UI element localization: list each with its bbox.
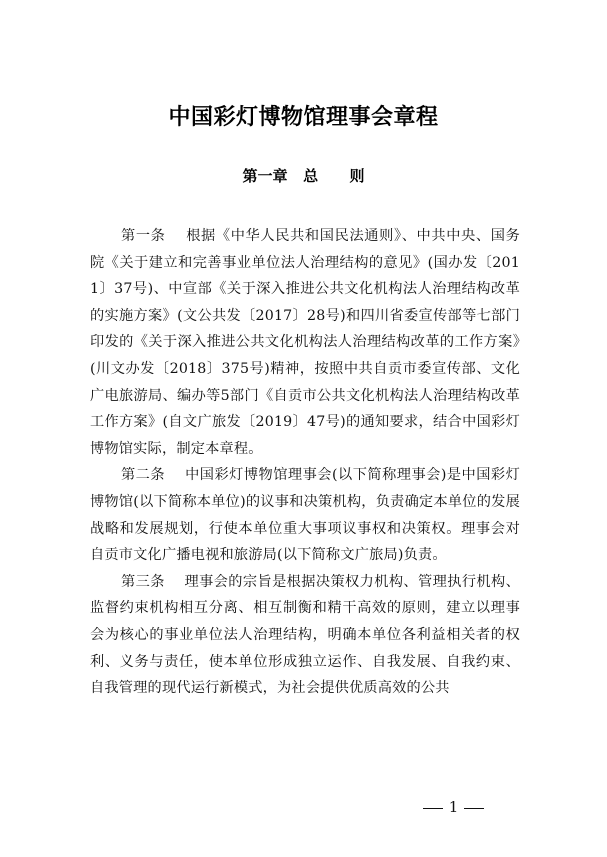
- article-text: 根据《中华人民共和国民法通则》、中共中央、国务院《关于建立和完善事业单位法人治理结构的意见》(国办发〔2011〕37号)、中宣部《关于深入推进公共文化机构法人治理结构改革的实施方案》(文公共发〔2017〕28号)和四川省委宣传部等七部门印发的《关于深入推进公共文化机构法人治理结构改革的工作方案》(川文办发〔2018〕375号)精神，按照中共自贡市委宣传部、文化广电旅游局、编办等5部门《自贡市公共文化机构法人治理结构改革工作方案》(自文广旅发〔2019〕47号)的通知要求，结合中国彩灯博物馆实际，制定本章程。: [90, 228, 520, 457]
- article-number: 第三条: [121, 573, 165, 590]
- document-title: 中国彩灯博物馆理事会章程: [168, 105, 439, 130]
- page-number-value: 1: [448, 798, 459, 816]
- article-number: 第二条: [121, 467, 166, 484]
- page-number-left-dash: [423, 808, 443, 809]
- page-number: [0, 798, 607, 816]
- article-paragraph: [90, 462, 520, 568]
- article-text: 理事会的宗旨是根据决策权力机构、管理执行机构、监督约束机构相互分离、相互制衡和精干高效的原则，建立以理事会为核心的事业单位法人治理结构，明确本单位各利益相关者的权利、义务与责任，使本单位形成独立运作、自我发展、自我约束、自我管理的现代运行新模式，为社会提供优质高效的公共: [90, 573, 520, 697]
- article-paragraph: [90, 569, 520, 702]
- document-body: [90, 223, 520, 702]
- chapter-heading: 第一章 总 则: [242, 167, 365, 185]
- article-paragraph: [90, 223, 520, 462]
- article-text: 中国彩灯博物馆理事会(以下简称理事会)是中国彩灯博物馆(以下简称本单位)的议事和决策机构，负责确定本单位的发展战略和发展规划，行使本单位重大事项议事权和决策权。理事会对自贡市文化广播电视和旅游局(以下简称文广旅局)负责。: [90, 467, 520, 564]
- page-number-right-dash: [464, 808, 484, 809]
- article-number: 第一条: [121, 228, 166, 244]
